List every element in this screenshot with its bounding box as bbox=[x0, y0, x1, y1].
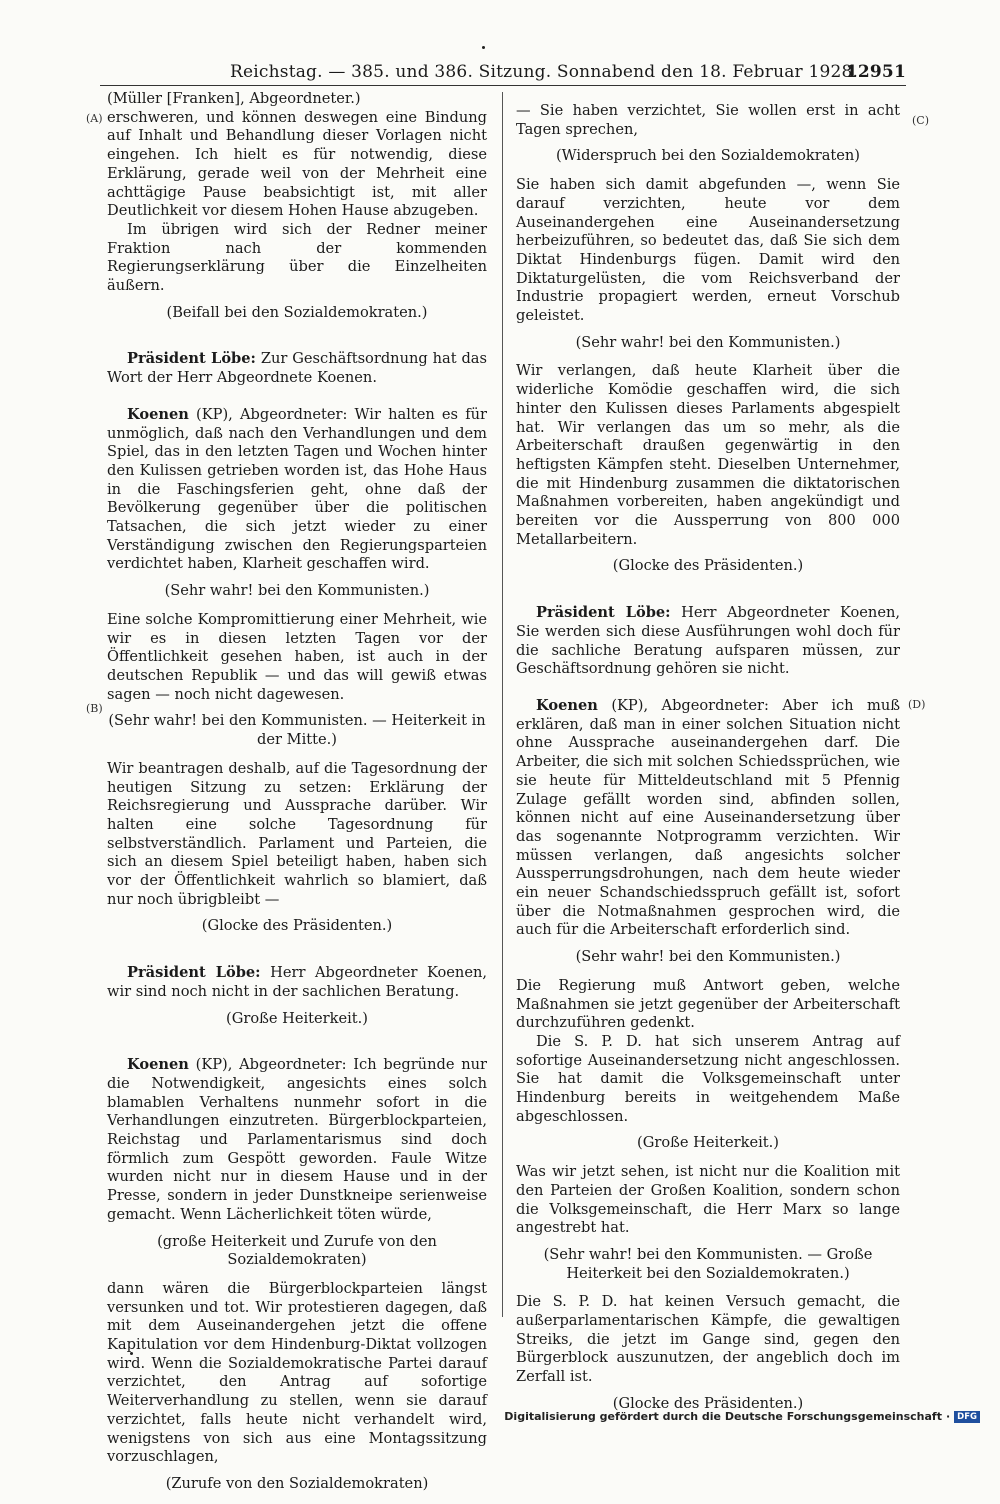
reaction: (Große Heiterkeit.) bbox=[226, 1009, 368, 1027]
reaction: (Zurufe von den Sozialdemokraten) bbox=[165, 1475, 429, 1492]
header-title: Reichstag. — 385. und 386. Sitzung. Sonnabend den 18. Februar 1928. bbox=[230, 62, 859, 82]
paragraph: Was wir jetzt sehen, ist nicht nur die Koalition mit den Parteien der Großen Koalition, sondern schon die Volksgemeinschaft, die Herr Marx so lange angestrebt hat. bbox=[516, 1163, 900, 1237]
reaction: (Sehr wahr! bei den Kommunisten.) bbox=[164, 582, 430, 600]
paragraph: Eine solche Kompromittierung einer Mehrheit, wie wir es in diesen letzten Tagen vor der Öffentlichkeit gesehen haben, ist auch in der deutschen Republik — und das will gewiß etwas sagen — noch nicht dagewesen. bbox=[107, 610, 487, 703]
speech-koenen: Koenen (KP), Abgeordneter: Wir halten es für unmöglich, daß nach den Verhandlungen und dem Spiel, das in den letzten Tagen und Wochen hinter den Kulissen getrieben worden ist, das Hohe Haus in die Faschingsferien geht, ohne daß der Bevölkerung gegenüber über die politischen Tatsachen, die sich jetzt wieder zu einer Verständigung zwischen den Regierungsparteien verdichtet haben, Klarheit geschaffen wird. bbox=[107, 405, 487, 573]
paragraph: Die S. P. D. hat keinen Versuch gemacht, die außerparlamentarischen Kämpfe, die gewaltigen Streiks, die jetzt im Gange sind, gegen den Bürgerblock auszunutzen, der angeblich doch im Zerfall ist. bbox=[516, 1293, 900, 1386]
paragraph: Wir verlangen, daß heute Klarheit über die widerliche Komödie geschaffen wird, die sich hinter den Kulissen dieses Parlaments abgespielt hat. Wir verlangen das um so mehr, als die Arbeiterschaft draußen gegenwärtig in den heftigsten Kämpfen steht. Dieselben Unternehmer, die mit Hindenburg zusammen die diktatorischen Maßnahmen vorbereiten, haben angekündigt und bereiten vor die Aussperrung von 800 000 Metallarbeitern. bbox=[516, 362, 900, 548]
speaker-header: (Müller [Franken], Abgeordneter.) bbox=[107, 90, 361, 107]
reaction: (Sehr wahr! bei den Kommunisten. — Heiterkeit in der Mitte.) bbox=[108, 712, 486, 749]
paragraph: dann wären die Bürgerblockparteien längst versunken und tot. Wir protestieren dagegen, daß mit dem Auseinandergehen jetzt die offene Kapitulation vor dem Hindenburg-Diktat vollzogen wird. Wenn die Sozialdemokratische Partei darauf verzichtet, den Antrag auf sofortige Weiterverhandlung zu stellen, wenn sie darauf verzichtet, falls heute nicht verhandelt wird, wenigstens von sich aus eine Montagssitzung vorzuschlagen, bbox=[107, 1279, 487, 1466]
margin-mark-d: (D) bbox=[908, 698, 926, 711]
reaction: (Sehr wahr! bei den Kommunisten.) bbox=[575, 333, 841, 351]
speech-koenen: Koenen (KP), Abgeordneter: Ich begründe nur die Notwendigkeit, angesichts eines solch blamablen Verhaltens nunmehr sofort in die Verhandlungen einzutreten. Bürgerblockparteien, Reichstag und Parlamentarismus sind doch förmlich zum Gespött geworden. Faule Witze wurden nicht nur in diesem Hause und in der Presse, sondern in jeder Dunstkneipe serienweise gemacht. Wenn Lächerlichkeit töten würde, bbox=[107, 1056, 487, 1223]
speech-president: Präsident Löbe: Herr Abgeordneter Koenen, wir sind noch nicht in der sachlichen Beratung. bbox=[107, 964, 488, 1000]
reaction: (Sehr wahr! bei den Kommunisten.) bbox=[575, 948, 841, 966]
header-rule bbox=[100, 85, 906, 86]
dfg-logo-icon: DFG bbox=[954, 1411, 980, 1423]
speaker-name: Koenen bbox=[127, 405, 189, 423]
margin-mark-b: (B) bbox=[86, 702, 103, 715]
paragraph: Im übrigen wird sich der Redner meiner Fraktion nach der kommenden Regierungserklärung über die Einzelheiten äußern. bbox=[107, 220, 487, 295]
paragraph: Wir beantragen deshalb, auf die Tagesordnung der heutigen Sitzung zu setzen: Erklärung der Reichsregierung und Aussprache darüber. Wir halten eine solche Tagesordnung für selbstverständlich. Parlament und Parteien, die sich an diesem Spiel beteiligt haben, haben sich vor der Öffentlichkeit wahrlich so blamiert, daß nur noch übrigbleibt — bbox=[107, 759, 487, 908]
speaker-name: Präsident Löbe: bbox=[536, 604, 671, 622]
reaction: (Glocke des Präsidenten.) bbox=[612, 557, 804, 575]
paragraph: Die S. P. D. hat sich unserem Antrag auf sofortige Auseinandersetzung nicht angeschlossen. Sie hat damit die Volksgemeinschaft unter Hindenburg bereits in weitgehendem Maße abgeschlossen. bbox=[516, 1032, 900, 1125]
speech-president: Präsident Löbe: Herr Abgeordneter Koenen, Sie werden sich diese Ausführungen wohl doch für die sachliche Beratung aufsparen müssen, zur Geschäftsordnung gehören sie nicht. bbox=[516, 604, 901, 678]
speck bbox=[482, 46, 485, 49]
reaction: (Glocke des Präsidenten.) bbox=[201, 917, 393, 935]
page-header bbox=[230, 62, 906, 86]
reaction: (Widerspruch bei den Sozialdemokraten) bbox=[555, 147, 860, 165]
speech-koenen: Koenen (KP), Abgeordneter: Aber ich muß erklären, daß man in einer solchen Situation nicht ohne Aussprache auseinandergehen darf. Die Arbeiter, die sich mit solchen Schiedssprüchen, wie sie heute für Mitteldeutschland mit 5 Pfennig Zulage gefällt worden sind, abfinden sollen, können nicht auf eine Auseinandersetzung über das sogenannte Notprogramm verzichten. Wir müssen verlangen, daß angesichts solcher Aussperrungsdrohungen, nach dem heute wieder ein neuer Schandschiedsspruch gefällt ist, sofort über die Notmaßnahmen gesprochen wird, die auch für die Arbeiterschaft erforderlich sind. bbox=[516, 696, 900, 939]
reaction: (Beifall bei den Sozialdemokraten.) bbox=[166, 303, 428, 321]
left-column bbox=[107, 90, 487, 1504]
column-divider bbox=[502, 92, 503, 1317]
speaker-name: Präsident Löbe: bbox=[127, 350, 256, 368]
footer-credit: Digitalisierung gefördert durch die Deutsche Forschungsgemeinschaft · DFG bbox=[504, 1410, 980, 1423]
margin-mark-a: (A) bbox=[86, 112, 103, 125]
paragraph: — Sie haben verzichtet, Sie wollen erst in acht Tagen sprechen, bbox=[516, 102, 900, 138]
speech-president: Präsident Löbe: Zur Geschäftsordnung hat das Wort der Herr Abgeordnete Koenen. bbox=[107, 350, 487, 387]
margin-mark-c: (C) bbox=[912, 114, 929, 127]
speaker-name: Koenen bbox=[536, 696, 598, 714]
paragraph: Die Regierung muß Antwort geben, welche Maßnahmen sie jetzt gegenüber der Arbeiterschaft durchzuführen gedenkt. bbox=[516, 976, 900, 1032]
reaction: (große Heiterkeit und Zurufe von den Sozialdemokraten) bbox=[157, 1232, 437, 1269]
reaction: (Glocke des Präsidenten.) bbox=[612, 1394, 804, 1412]
right-column bbox=[516, 102, 900, 1424]
reaction: (Sehr wahr! bei den Kommunisten. — Große Heiterkeit bei den Sozialdemokraten.) bbox=[543, 1245, 873, 1282]
paragraph: Sie haben sich damit abgefunden —, wenn Sie darauf verzichten, heute vor dem Auseinandergehen eine Auseinandersetzung herbeizuführen, so bedeutet das, daß Sie sich dem Diktat Hindenburgs fügen. Damit wird den Diktaturgelüsten, die vom Reichsverband der Industrie propagiert werden, erneut Vorschub geleistet. bbox=[516, 176, 900, 325]
reaction: (Große Heiterkeit.) bbox=[637, 1134, 779, 1152]
footer-text: Digitalisierung gefördert durch die Deutsche Forschungsgemeinschaft bbox=[504, 1410, 942, 1423]
speaker-name: Koenen bbox=[127, 1056, 189, 1074]
page-number: 12951 bbox=[845, 62, 906, 82]
paragraph: erschweren, und können deswegen eine Bindung auf Inhalt und Behandlung dieser Vorlagen nicht eingehen. Ich hielt es für notwendig, diese Erklärung, gerade weil von der Mehrheit eine achttägige Pause beabsichtigt ist, mit aller Deutlichkeit vor diesem Hohen Hause abzugeben. bbox=[107, 108, 487, 220]
speaker-name: Präsident Löbe: bbox=[127, 964, 261, 982]
